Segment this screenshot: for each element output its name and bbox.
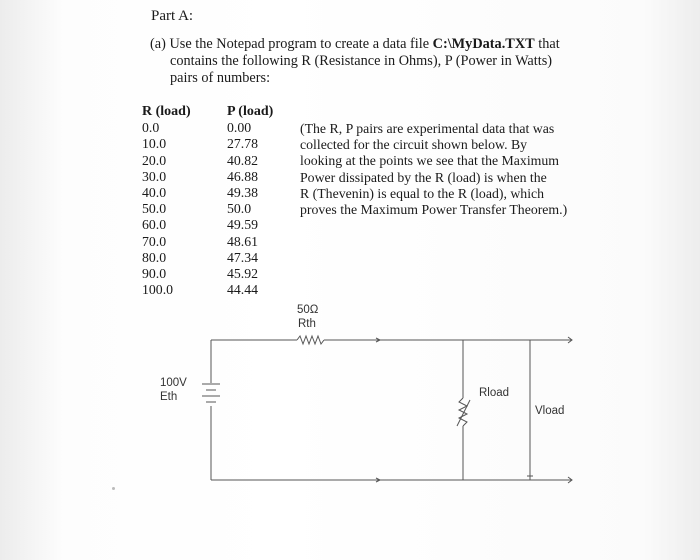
p-load-header: P (load) <box>227 104 274 119</box>
r-value: 80.0 <box>142 249 167 265</box>
p-value: 49.38 <box>227 185 259 201</box>
r-value: 10.0 <box>142 136 167 152</box>
instruction-line-3: pairs of numbers: <box>170 70 271 86</box>
r-value: 50.0 <box>142 201 167 217</box>
note-line: looking at the points we see that the Maximum <box>300 153 560 169</box>
instruction-line-2: contains the following R (Resistance in Ohms), P (Power in Watts) <box>170 53 553 69</box>
p-value: 44.44 <box>227 282 259 298</box>
filename: C:\MyData.TXT <box>432 36 535 52</box>
p-value: 45.92 <box>227 266 259 282</box>
r-load-header: R (load) <box>142 104 191 119</box>
r-value: 60.0 <box>142 217 167 233</box>
page-speck <box>112 487 115 490</box>
rload-label: Rload <box>479 387 510 399</box>
r-value: 100.0 <box>142 282 174 298</box>
p-value: 46.88 <box>227 168 259 184</box>
p-value: 50.0 <box>227 201 252 217</box>
rth-label: Rth <box>298 318 316 330</box>
rth-value-label: 50Ω <box>297 304 319 316</box>
r-value: 90.0 <box>142 266 167 282</box>
r-value: 0.0 <box>142 120 160 136</box>
instruction-text: that <box>534 36 560 52</box>
rload-resistor-symbol <box>459 398 467 426</box>
p-value: 48.61 <box>227 233 259 249</box>
p-value: 27.78 <box>227 136 259 152</box>
p-value: 0.00 <box>227 120 252 136</box>
vload-label: Vload <box>535 405 565 417</box>
r-value: 40.0 <box>142 185 167 201</box>
note-line: (The R, P pairs are experimental data that was <box>300 121 555 136</box>
r-value: 70.0 <box>142 233 167 249</box>
instruction-text: (a) Use the Notepad program to create a data file <box>150 36 433 52</box>
rth-resistor-symbol <box>297 336 324 344</box>
note-line: Power dissipated by the R (load) is when the <box>300 169 547 185</box>
r-value: 30.0 <box>142 168 167 184</box>
p-value: 49.59 <box>227 217 259 233</box>
r-value: 20.0 <box>142 152 167 168</box>
source-label: Eth <box>160 391 178 403</box>
p-value: 47.34 <box>227 249 259 265</box>
source-value-label: 100V <box>160 377 187 389</box>
note-line: R (Thevenin) is equal to the R (load), which <box>300 185 545 201</box>
part-title: Part A: <box>151 8 194 24</box>
p-value: 40.82 <box>227 152 259 168</box>
note-line: proves the Maximum Power Transfer Theorem.) <box>300 202 568 218</box>
note-line: collected for the circuit shown below. By <box>300 137 528 153</box>
